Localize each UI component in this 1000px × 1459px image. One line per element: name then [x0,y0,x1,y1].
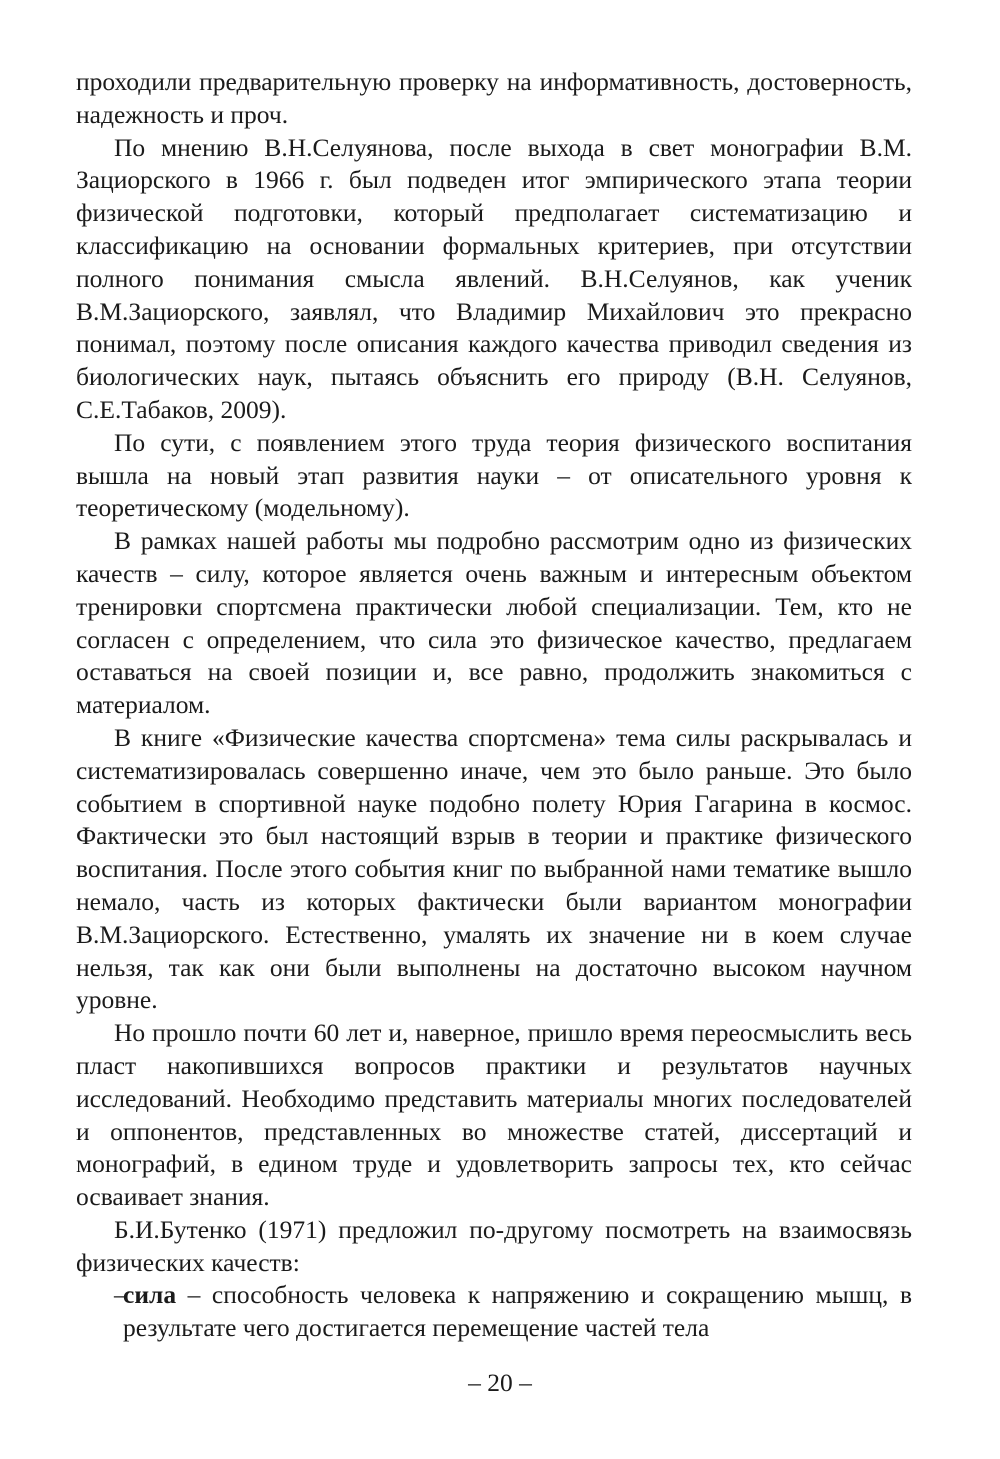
paragraph-sixty-years: Но прошло почти 60 лет и, наверное, пришло время переосмыслить весь пласт накопившихся вопросов практики и результатов научных исследований. Необходимо представить материалы многих последователей и оппонентов, представленных во множестве статей, диссертаций и монографий, в едином труде и удовлетворить запросы тех, кто сейчас осваивает знания. [76,1018,912,1212]
paragraph-butenko: Б.И.Бутенко (1971) предложил по-другому посмотреть на взаимосвязь физических качеств: [76,1214,912,1277]
paragraph-strength-quality: В рамках нашей работы мы подробно рассмотрим одно из физических качеств – силу, которое является очень важным и интересным объектом тренировки спортсмена практически любой специализации. Тем, кто не согласен с определением, что сила это физическое качество, предлагаем оставаться на своей позиции и, все равно, продолжить знакомиться с материалом. [76,526,912,720]
paragraph-new-stage: По сути, с появлением этого труда теория физического воспитания вышла на новый этап развития науки – от описательного уровня к теоретическому (модельному). [76,427,912,523]
page-number: – 20 – [468,1368,532,1397]
page-body [76,66,912,1345]
paragraph-book-topic: В книге «Физические качества спортсмена» тема силы раскрывалась и систематизировалась совершенно иначе, чем это было раньше. Это было событием в спортивной науке подобно полету Юрия Гагарина в космос. Фактически это был настоящий взрыв в теории и практике физического воспитания. После этого события книг по выбранной нами тематике вышло немало, часть из которых фактически были вариантом монографии В.М.Зациорского. Естественно, умалять их значение ни в коем случае нельзя, так как они были выполнены на достаточно высоком научном уровне. [76,722,912,1015]
paragraph-continuation: проходили предварительную проверку на информативность, достоверность, надежность и проч. [76,67,912,129]
list-item-strength [76,1279,912,1345]
paragraph-seluyanov-opinion: По мнению В.Н.Селуянова, после выхода в свет монографии В.М. Зациорского в 1966 г. был подведен итог эмпирического этапа теории физической подготовки, который предполагает систематизацию и классификацию на основании формальных критериев, при отсутствии полного понимания смысла явлений. В.Н.Селуянов, как ученик В.М.Зациорского, заявлял, что Владимир Михайлович это прекрасно понимал, поэтому после описания каждого качества приводил сведения из биологических наук, пытаясь объяснить его природу (В.Н. Селуянов, С.Е.Табаков, 2009). [76,132,912,424]
list-item-term: сила [123,1280,177,1310]
list-item-text: – способность человека к напряжению и сокращению мышц, в результате чего достигается перемещение частей тела [123,1280,912,1343]
list-dash: – [114,1280,127,1310]
